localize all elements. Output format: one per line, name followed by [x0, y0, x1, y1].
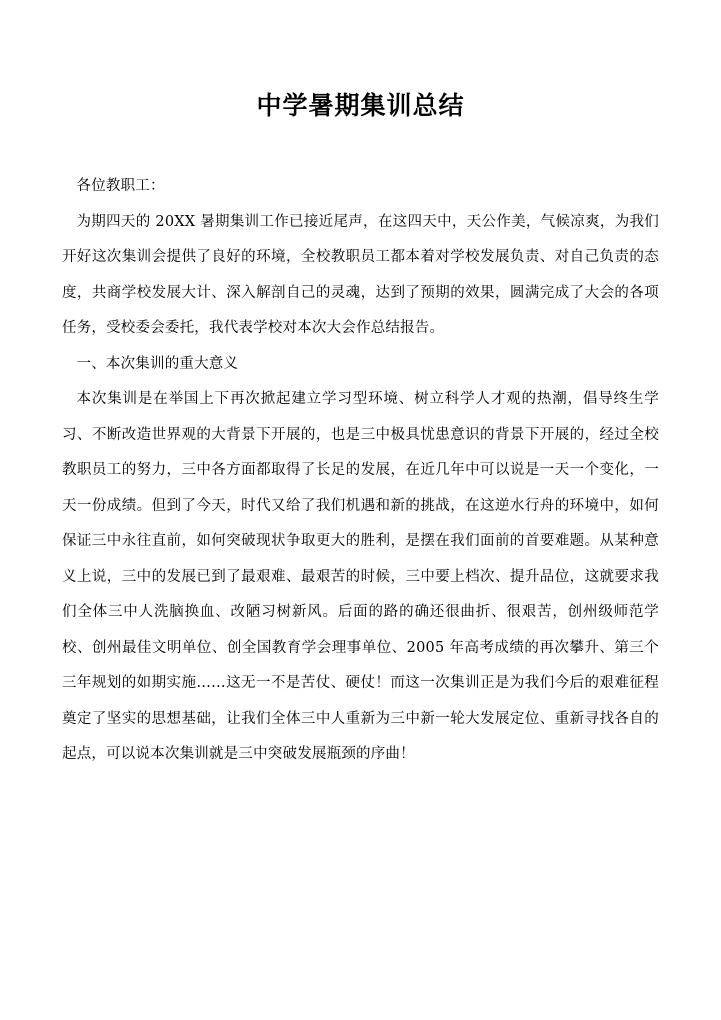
salutation: 各位教职工： [76, 178, 165, 194]
section-heading-one: 一、本次集训的重大意义 [76, 355, 239, 372]
opening-paragraph: 为期四天的 20XX 暑期集训工作已接近尾声，在这四天中，天公作美，气候凉爽，为我们开好这次集训会提供了良好的环境，全校教职员工都本着对学校发展负责、对自己负责的态度，共商学校发展大计、深入解剖自己的灵魂，达到了预期的效果，圆满完成了大会的各项任务，受校委会委托，我代表学校对本次大会作总结报告。 [62, 213, 659, 337]
page-title: 中学暑期集训总结 [256, 91, 465, 120]
document-body [62, 169, 659, 773]
section-one-body: 本次集训是在举国上下再次掀起建立学习型环境、树立科学人才观的热潮，倡导终生学习、不断改造世界观的大背景下开展的，也是三中极具忧患意识的背景下开展的，经过全校教职员工的努力，三中各方面都取得了长足的发展，在近几年中可以说是一天一个变化，一天一份成绩。但到了今天，时代又给了我们机遇和新的挑战，在这逆水行舟的环境中，如何保证三中永往直前，如何突破现状争取更大的胜利，是摆在我们面前的首要难题。从某种意义上说，三中的发展已到了最艰难、最艰苦的时候，三中要上档次、提升品位，这就要求我们全体三中人洗脑换血、改陋习树新风。后面的路的确还很曲折、很艰苦，创州级师范学校、创州最佳文明单位、创全国教育学会理事单位、2005 年高考成绩的再次攀升、第三个三年规划的如期实施……这无一不是苦仗、硬仗！而这一次集训正是为我们今后的艰难征程奠定了坚实的思想基础，让我们全体三中人重新为三中新一轮大发展定位、重新寻找各自的起点，可以说本次集训就是三中突破发展瓶颈的序曲！ [62, 391, 659, 763]
